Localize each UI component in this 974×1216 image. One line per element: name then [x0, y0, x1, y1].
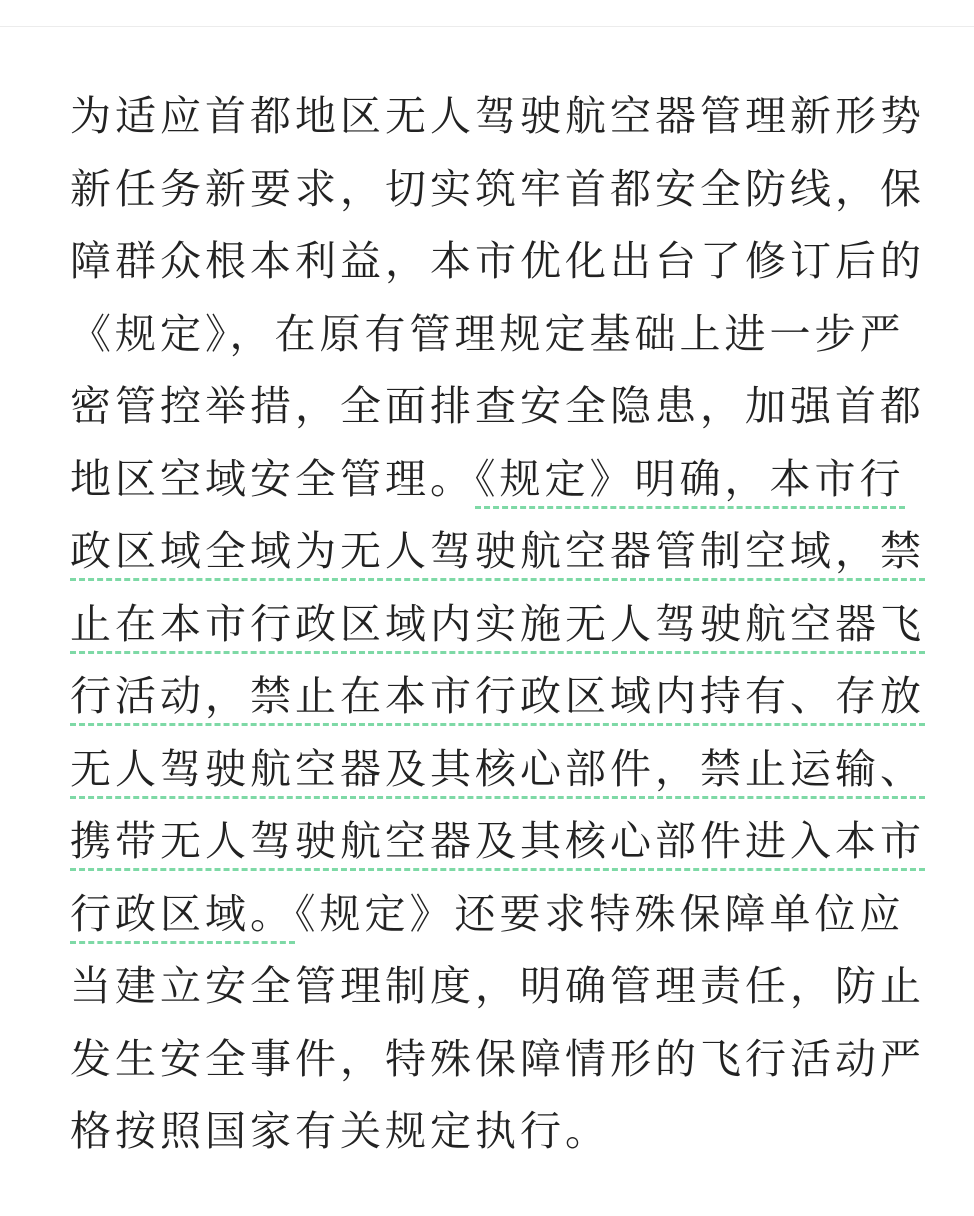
line-text: 障群众根本利益，本市优化出台了修订后的	[70, 237, 925, 285]
line-text: 密管控举措，全面排查安全隐患，加强首都	[70, 382, 925, 430]
article-line	[70, 733, 925, 806]
article-line	[70, 1095, 910, 1168]
article-line	[70, 370, 925, 443]
line-text: 《规定》还要求特殊保障单位应	[295, 889, 905, 938]
highlighted-text: 止在本市行政区域内实施无人驾驶航空器飞	[70, 600, 925, 654]
article-line	[70, 80, 925, 153]
line-text: 新任务新要求，切实筑牢首都安全防线，保	[70, 164, 925, 213]
article-line	[70, 225, 925, 298]
highlighted-text: 行政区域。	[70, 890, 295, 944]
article-body	[70, 80, 925, 1168]
article-line	[70, 1023, 925, 1096]
highlighted-text: 无人驾驶航空器及其核心部件，禁止运输、	[70, 745, 925, 799]
article-line	[70, 298, 910, 371]
line-text: 当建立安全管理制度，明确管理责任，防止	[70, 962, 925, 1010]
line-text: 为适应首都地区无人驾驶航空器管理新形势	[70, 92, 925, 140]
article-line	[70, 515, 925, 588]
highlighted-text: 行活动，禁止在本市行政区域内持有、存放	[70, 672, 925, 726]
article-line	[70, 660, 925, 733]
article-line	[70, 153, 925, 226]
line-text: 《规定》，在原有管理规定基础上进一步严	[70, 309, 905, 358]
highlighted-text: 政区域全域为无人驾驶航空器管制空域，禁	[70, 527, 925, 581]
article-line	[70, 878, 910, 951]
highlighted-text: 携带无人驾驶航空器及其核心部件进入本市	[70, 817, 925, 871]
top-divider	[0, 26, 974, 27]
highlighted-text: 《规定》明确，本市行	[475, 455, 905, 509]
line-text: 发生安全事件，特殊保障情形的飞行活动严	[70, 1034, 925, 1083]
article-line	[70, 588, 925, 661]
article-line	[70, 443, 910, 516]
line-text: 格按照国家有关规定执行。	[70, 1107, 610, 1155]
line-text: 地区空域安全管理。	[70, 454, 475, 503]
article-line	[70, 950, 925, 1023]
article-line	[70, 805, 925, 878]
